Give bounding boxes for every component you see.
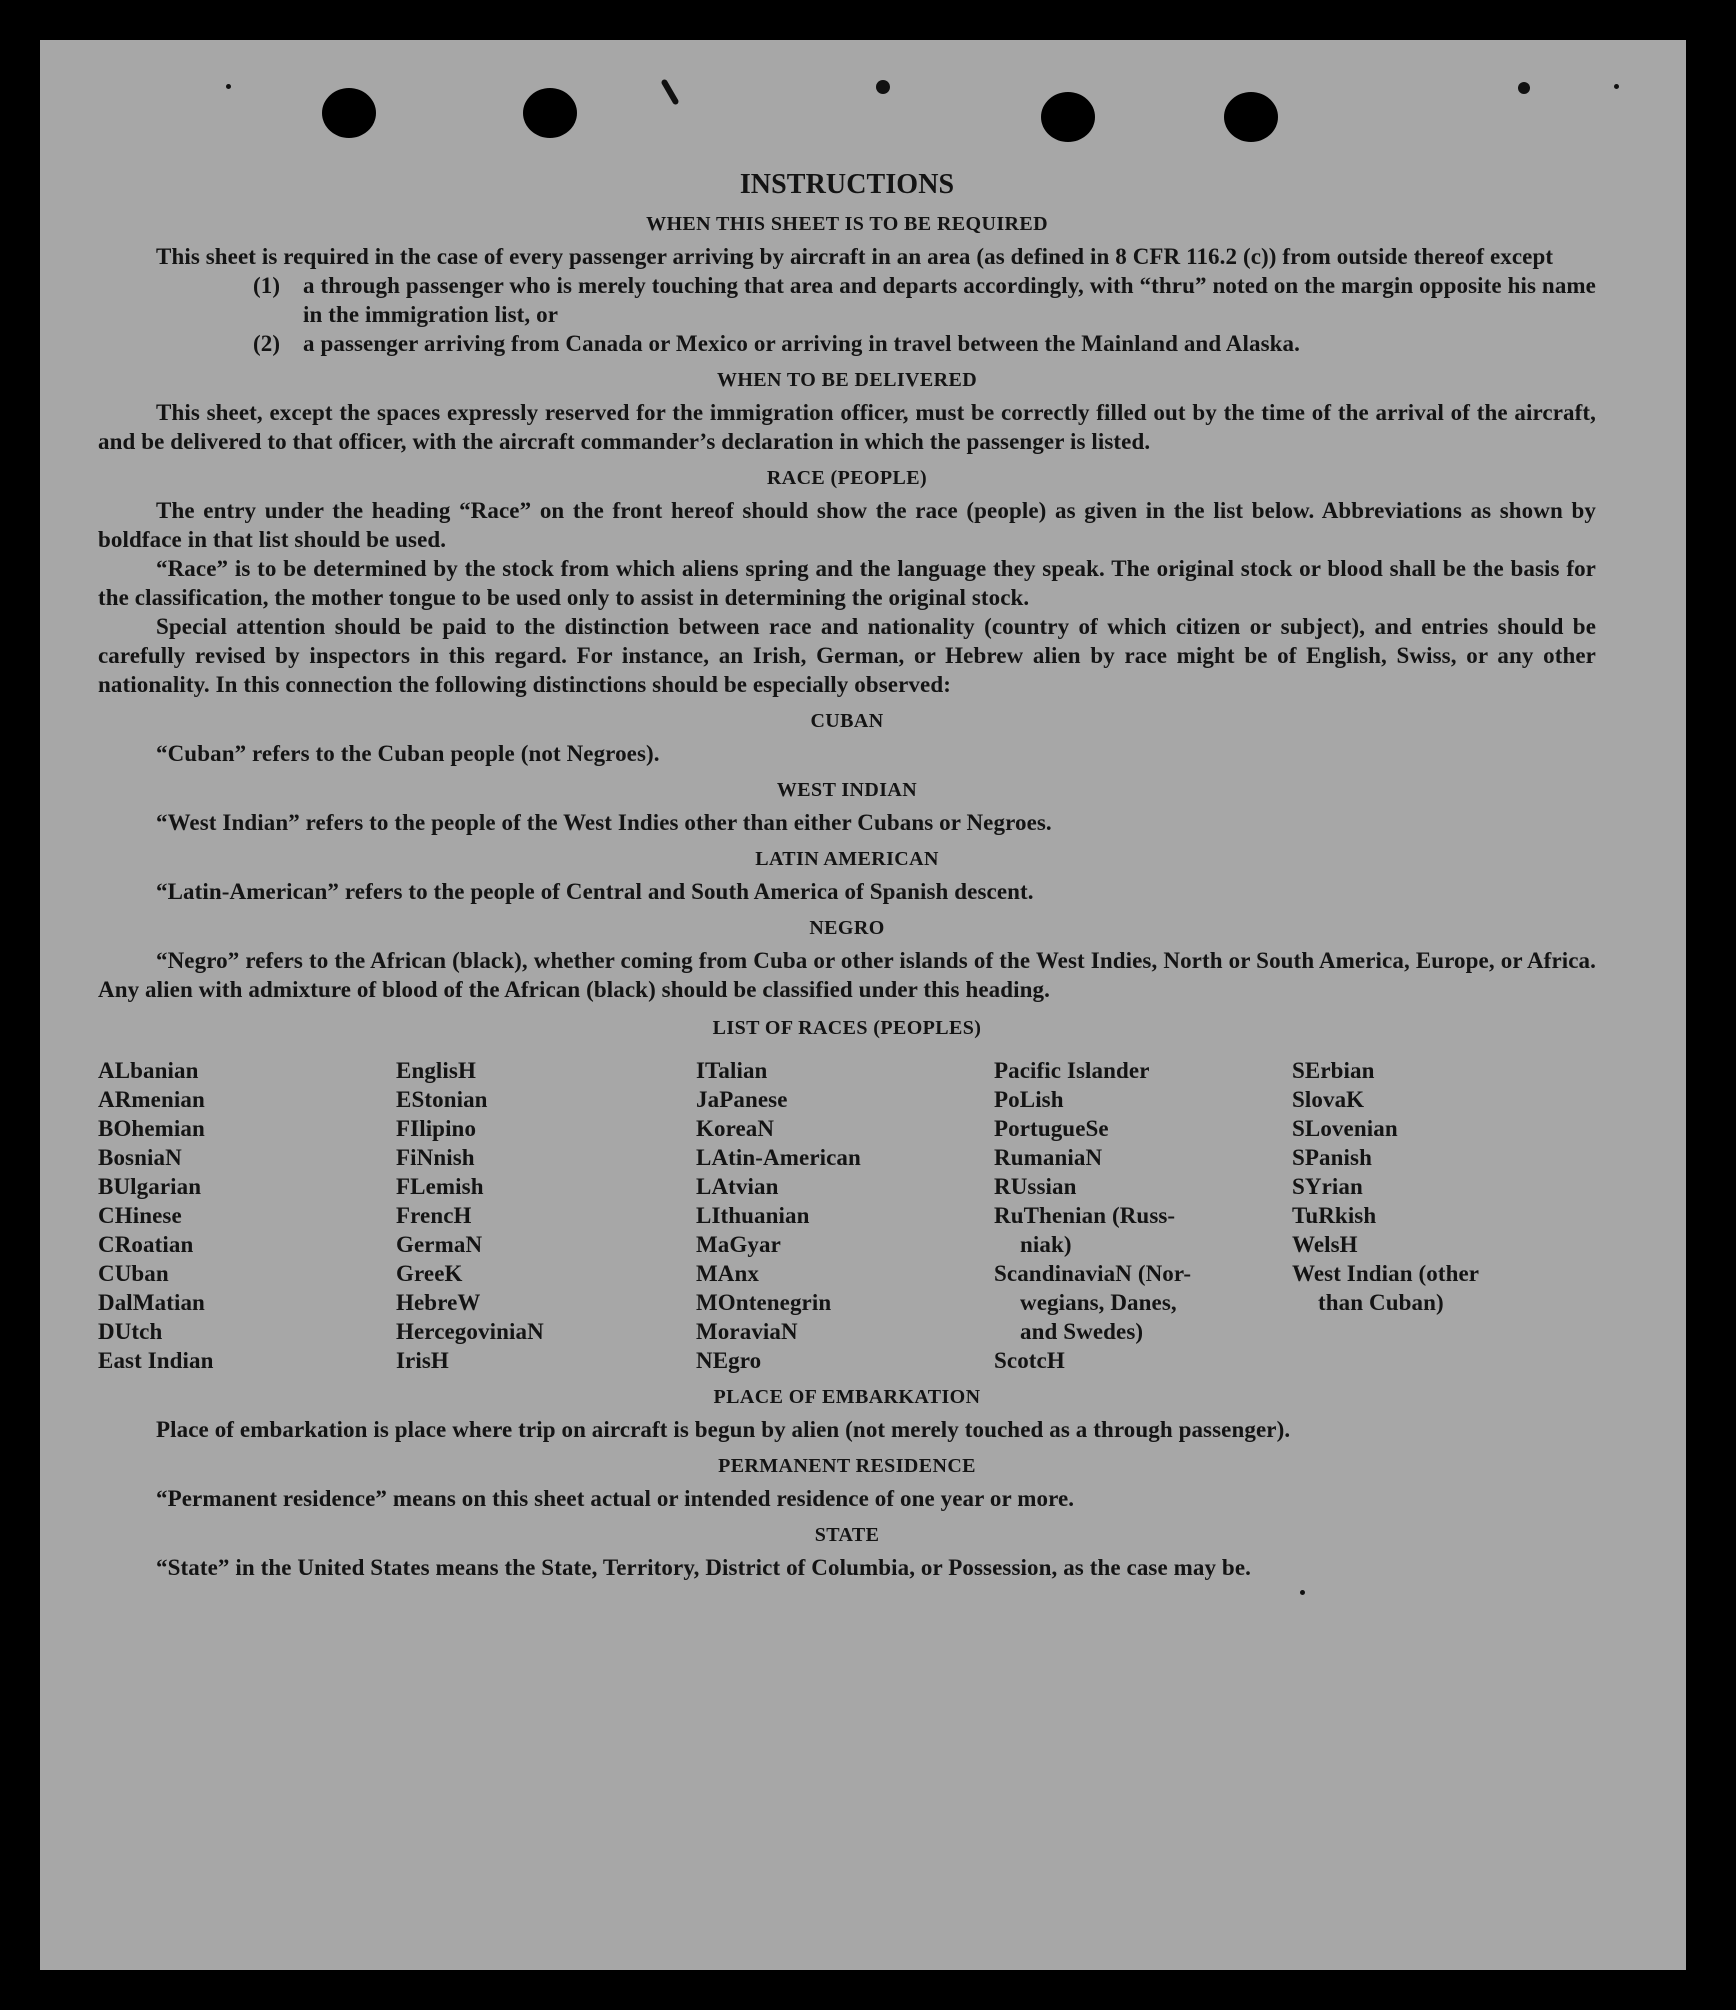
punch-hole: [523, 88, 577, 138]
race-entry: niak): [1020, 1232, 1072, 1257]
race-entry: LAtin-American: [696, 1145, 861, 1170]
heading-west-indian: WEST INDIAN: [776, 779, 918, 801]
race-entry: wegians, Danes,: [1020, 1290, 1177, 1315]
race-entry: HercegoviniaN: [396, 1319, 544, 1344]
heading-when-delivered: WHEN TO BE DELIVERED: [716, 369, 978, 391]
document-page: [40, 40, 1686, 1970]
state-text: “State” in the United States means the State, Territory, District of Columbia, or Possession, as the case may be.: [156, 1555, 1251, 1580]
residence-text: “Permanent residence” means on this sheet actual or intended residence of one year or more.: [156, 1486, 1075, 1511]
race-entry: HebreW: [396, 1290, 481, 1315]
punch-hole: [322, 88, 376, 138]
cuban-text: “Cuban” refers to the Cuban people (not Negroes).: [156, 741, 660, 766]
race-entry: SPanish: [1292, 1145, 1372, 1170]
exception-item-1: [98, 271, 1596, 329]
race-entry: RumaniaN: [994, 1145, 1103, 1170]
required-intro: This sheet is required in the case of every passenger arriving by aircraft in an area (as defined in 8 CFR 116.2 (c)) from outside thereof except: [156, 244, 1554, 269]
race-entry: MAnx: [696, 1261, 760, 1286]
negro-text: “Negro” refers to the African (black), whether coming from Cuba or other islands of the West Indies, North or South America, Europe, or Africa. Any alien with admixture of blood of the African (black) should be classified under this heading.: [98, 948, 1596, 1002]
race-entry: FIlipino: [396, 1116, 477, 1141]
race-entry: FiNnish: [396, 1145, 475, 1170]
exception-number: (2): [253, 331, 281, 356]
race-column-1: [98, 1056, 396, 1375]
race-entry: MaGyar: [696, 1232, 781, 1257]
heading-permanent-residence: PERMANENT RESIDENCE: [718, 1455, 976, 1477]
exception-number: (1): [253, 273, 281, 298]
race-entry: and Swedes): [1020, 1319, 1144, 1344]
race-entry: LAtvian: [696, 1174, 779, 1199]
race-entry: RuThenian (Russ-: [994, 1203, 1176, 1228]
heading-place-of-embarkation: PLACE OF EMBARKATION: [713, 1386, 981, 1408]
race-column-4: [994, 1056, 1292, 1375]
race-entry: BUlgarian: [98, 1174, 202, 1199]
race-entry: SLovenian: [1292, 1116, 1398, 1141]
race-entry: MOntenegrin: [696, 1290, 832, 1315]
exception-text: a passenger arriving from Canada or Mexico or arriving in travel between the Mainland and Alaska.: [303, 331, 1300, 356]
heading-state: STATE: [814, 1524, 880, 1546]
race-column-2: [396, 1056, 696, 1375]
west-indian-text: “West Indian” refers to the people of the West Indies other than either Cubans or Negroes.: [156, 810, 1052, 835]
ink-speck: [1300, 1590, 1305, 1595]
delivered-text: This sheet, except the spaces expressly reserved for the immigration officer, must be correctly filled out by the time of the arrival of the aircraft, and be delivered to that officer, with the aircraft commander’s declaration in which the passenger is listed.: [98, 400, 1596, 454]
heading-latin-american: LATIN AMERICAN: [755, 848, 939, 870]
race-entry: FrencH: [396, 1203, 472, 1228]
punch-hole: [1041, 92, 1095, 142]
heading-cuban: CUBAN: [810, 710, 884, 732]
race-entry: KoreaN: [696, 1116, 775, 1141]
instructions-body: [98, 168, 1596, 1582]
race-entry: PortugueSe: [994, 1116, 1109, 1141]
punch-hole: [1224, 92, 1278, 142]
race-entry: GreeK: [396, 1261, 463, 1286]
race-paragraph-3: Special attention should be paid to the distinction between race and nationality (country of which citizen or subject), and entries should be carefully revised by inspectors in this regard. For instance, an Irish, German, or Hebrew alien by race might be of English, Swiss, or any other nationality. In this connection the following distinctions should be especially observed:: [98, 614, 1596, 697]
race-entry: ITalian: [696, 1058, 768, 1083]
heading-when-required: WHEN THIS SHEET IS TO BE REQUIRED: [646, 213, 1048, 235]
race-entry: ALbanian: [98, 1058, 199, 1083]
race-entry: EnglisH: [396, 1058, 476, 1083]
race-entry: DUtch: [98, 1319, 163, 1344]
race-entry: MoraviaN: [696, 1319, 798, 1344]
race-entry: IrisH: [396, 1348, 449, 1373]
race-entry: EStonian: [396, 1087, 488, 1112]
race-entry: CRoatian: [98, 1232, 194, 1257]
race-entry: DalMatian: [98, 1290, 205, 1315]
race-entry: BOhemian: [98, 1116, 205, 1141]
race-paragraph-2: “Race” is to be determined by the stock from which aliens spring and the language they speak. The original stock or blood shall be the basis for the classification, the mother tongue to be used only to assist in determining the original stock.: [98, 556, 1596, 610]
ink-speck: [1518, 82, 1530, 94]
ink-speck: [226, 84, 231, 89]
race-entry: CUban: [98, 1261, 169, 1286]
race-entry: Pacific Islander: [994, 1058, 1150, 1083]
heading-race: RACE (PEOPLE): [766, 467, 928, 489]
race-entry: ScotcH: [994, 1348, 1065, 1373]
race-entry: SErbian: [1292, 1058, 1375, 1083]
latin-american-text: “Latin-American” refers to the people of Central and South America of Spanish descent.: [156, 879, 1034, 904]
ink-speck: [876, 80, 890, 94]
race-entry: CHinese: [98, 1203, 182, 1228]
race-entry: SYrian: [1292, 1174, 1363, 1199]
race-entry: NEgro: [696, 1348, 762, 1373]
embarkation-text: Place of embarkation is place where trip on aircraft is begun by alien (not merely touched as a through passenger).: [156, 1417, 1291, 1442]
exception-item-2: [98, 329, 1596, 358]
heading-negro: NEGRO: [809, 917, 885, 939]
ink-speck: [660, 78, 679, 105]
race-entry: JaPanese: [696, 1087, 788, 1112]
race-entry: TuRkish: [1292, 1203, 1377, 1228]
exception-text: a through passenger who is merely touching that area and departs accordingly, with “thru” noted on the margin opposite his name in the immigration list, or: [303, 273, 1596, 327]
race-entry: East Indian: [98, 1348, 214, 1373]
race-entry: than Cuban): [1318, 1290, 1444, 1315]
race-entry: ScandinaviaN (Nor-: [994, 1261, 1192, 1286]
race-entry: GermaN: [396, 1232, 483, 1257]
race-list: [98, 1056, 1596, 1375]
race-entry: LIthuanian: [696, 1203, 810, 1228]
heading-list-of-races: LIST OF RACES (PEOPLES): [712, 1017, 982, 1039]
race-entry: WelsH: [1292, 1232, 1358, 1257]
race-entry: FLemish: [396, 1174, 484, 1199]
page-title: INSTRUCTIONS: [739, 169, 955, 200]
race-entry: West Indian (other: [1292, 1261, 1480, 1286]
ink-speck: [1614, 84, 1619, 89]
race-entry: SlovaK: [1292, 1087, 1365, 1112]
race-entry: RUssian: [994, 1174, 1077, 1199]
race-column-3: [696, 1056, 994, 1375]
race-entry: PoLish: [994, 1087, 1064, 1112]
race-paragraph-1: The entry under the heading “Race” on the front hereof should show the race (people) as given in the list below. Abbreviations as shown by boldface in that list should be used.: [98, 498, 1596, 552]
race-entry: BosniaN: [98, 1145, 182, 1170]
race-entry: ARmenian: [98, 1087, 205, 1112]
race-column-5: [1292, 1056, 1596, 1375]
